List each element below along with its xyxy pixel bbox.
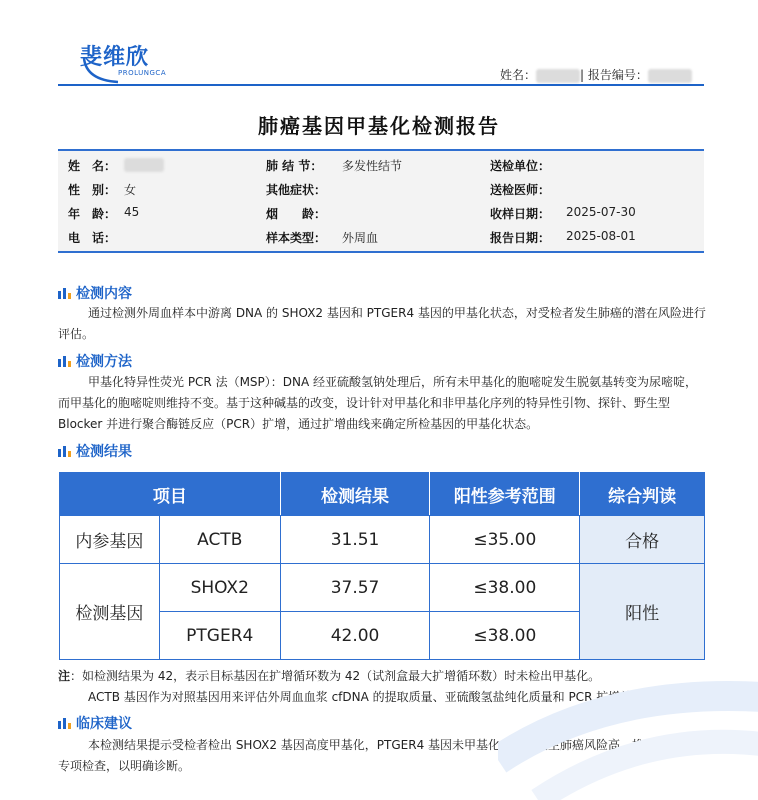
report-date-label: 报告日期：: [490, 231, 551, 245]
company-logo: [78, 38, 188, 86]
note-line-2: ACTB 基因作为对照基因用来评估外周血血浆 cfDNA 的提取质量、亚硫酸氢盐纯化质量和 PCR 扩增效果。: [88, 690, 657, 704]
gene-value: 31.51: [280, 516, 430, 564]
age-value: 45: [124, 205, 140, 219]
table-header-row: [60, 473, 705, 516]
section-heading: 临床建议: [76, 716, 132, 732]
method-paragraph: 甲基化特异性荧光 PCR 法（MSP）：DNA 经亚硫酸氢钠处理后，所有未甲基化的胞嘧啶发生脱氨基转变为尿嘧啶，而甲基化的胞嘧啶则维持不变。基于这种碱基的改变，设计针对甲基化和非甲基化序列的特异性引物、探针、野生型 Blocker 并进行聚合酶链反应（PCR）扩增，通过扩增曲线来确定所检基因的甲基化状态。: [58, 375, 698, 431]
info-row: [58, 153, 704, 177]
table-row: [60, 516, 705, 564]
redacted-report-number: [648, 69, 692, 83]
section-heading: 检测内容: [76, 286, 132, 302]
report-number-label: | 报告编号：: [580, 68, 648, 82]
report-title: 肺癌基因甲基化检测报告: [258, 114, 500, 138]
sample-type-label: 样本类型：: [266, 231, 327, 245]
section-advice-title: [58, 713, 132, 733]
info-row: [58, 225, 704, 249]
gene-value-positive: 37.57: [280, 564, 430, 612]
received-date-value: 2025-07-30: [566, 205, 636, 219]
gene-name: ACTB: [159, 516, 280, 564]
doctor-label: 送检医师：: [490, 183, 551, 197]
age-label: 年 龄：: [68, 207, 117, 221]
gene-name: PTGER4: [159, 612, 280, 660]
bar-chart-icon: [58, 445, 72, 457]
unit-label: 送检单位：: [490, 159, 551, 173]
background-wave-decoration: [498, 640, 758, 800]
table-row: [60, 564, 705, 612]
judgement-internal: 合格: [580, 516, 705, 564]
logo-text: 斐维欣: [80, 45, 150, 70]
note-prefix: 注: [58, 669, 71, 683]
sample-type-value: 外周血: [342, 231, 379, 245]
received-date-label: 收样日期：: [490, 207, 551, 221]
header-divider: [58, 84, 704, 86]
content-paragraph: 通过检测外周血样本中游离 DNA 的 SHOX2 基因和 PTGER4 基因的甲基化状态，对受检者发生肺癌的潜在风险进行评估。: [58, 306, 706, 341]
section-content-title: [58, 283, 132, 303]
gene-range: ≤35.00: [430, 516, 580, 564]
header-result: 检测结果: [280, 473, 430, 516]
header-meta: [500, 66, 692, 83]
redacted-name: [536, 69, 580, 83]
info-row: [58, 177, 704, 201]
phone-label: 电 话：: [68, 231, 117, 245]
smoking-label: 烟 龄：: [266, 207, 327, 221]
bar-chart-icon: [58, 287, 72, 299]
gender-label: 性 别：: [68, 183, 117, 197]
nodule-value: 多发性结节: [342, 159, 403, 173]
gene-name: SHOX2: [159, 564, 280, 612]
name-label: 姓名：: [500, 68, 537, 82]
bar-chart-icon: [58, 717, 72, 729]
advice-paragraph: 本检测结果提示受检者检出 SHOX2 基因高度甲基化，PTGER4 基因未甲基化，提示发生肺癌风险高，推荐进一步行专项检查，以明确诊断。: [58, 738, 705, 773]
note-text: ：如检测结果为 42，表示目标基因在扩增循环数为 42（试剂盒最大扩增循环数）时未检出甲基化。: [70, 669, 601, 683]
header-range: 阳性参考范围: [430, 473, 580, 516]
report-date-value: 2025-08-01: [566, 229, 636, 243]
name-field-label: 姓 名：: [68, 159, 117, 173]
group-internal-reference: 内参基因: [60, 516, 160, 564]
gene-range: ≤38.00: [430, 612, 580, 660]
patient-info-panel: [58, 149, 704, 253]
header-item: 项目: [60, 473, 281, 516]
section-heading: 检测结果: [76, 444, 132, 460]
gender-value: 女: [124, 183, 137, 197]
bar-chart-icon: [58, 355, 72, 367]
results-table: [59, 472, 705, 660]
redacted-patient-name: [124, 157, 164, 172]
symptom-label: 其他症状：: [266, 183, 327, 197]
info-row: [58, 201, 704, 225]
gene-value: 42.00: [280, 612, 430, 660]
section-heading: 检测方法: [76, 354, 132, 370]
section-result-title: [58, 441, 132, 461]
gene-range: ≤38.00: [430, 564, 580, 612]
group-detection: 检测基因: [60, 564, 160, 660]
section-method-title: [58, 351, 132, 371]
judgement-detection: 阳性: [580, 564, 705, 660]
logo-subtext: PROLUNGCA: [118, 69, 167, 77]
nodule-label: 肺 结 节：: [266, 159, 323, 173]
header-judgement: 综合判读: [580, 473, 705, 516]
